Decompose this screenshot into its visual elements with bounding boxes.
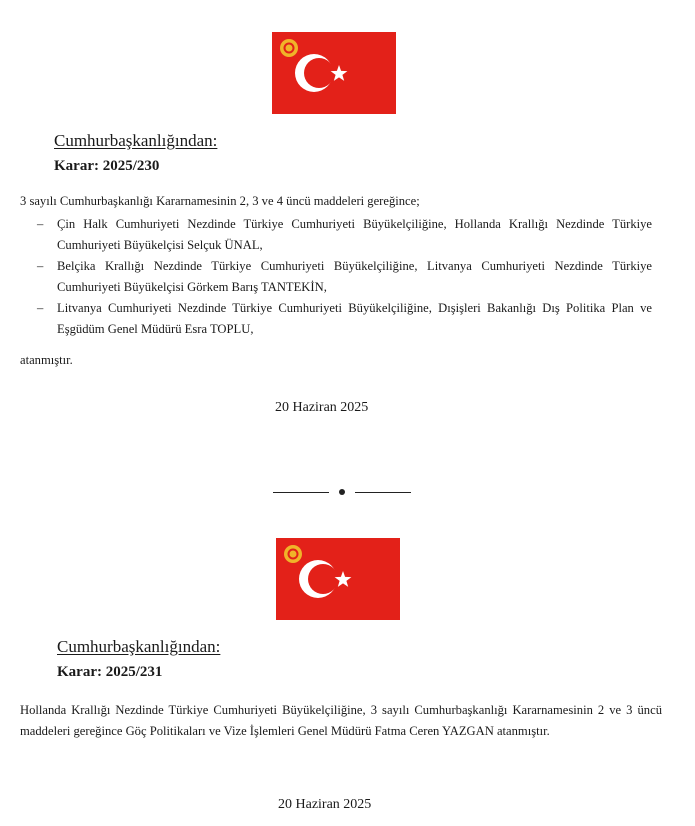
divider-line-right [355, 492, 411, 493]
dash-bullet: – [37, 301, 44, 315]
list-item-text: Belçika Krallığı Nezdinde Türkiye Cumhuriyeti Büyükelçiliğine, Litvanya Cumhuriyeti Nezdinde Türkiye Cumhuriyeti Büyükelçisi Görkem Barış TANTEKİN, [57, 259, 652, 294]
presidential-seal-icon [280, 39, 298, 57]
institution-heading: Cumhurbaşkanlığından: [57, 637, 221, 656]
crescent-inner [308, 564, 338, 594]
turkish-flag-emblem [272, 32, 396, 114]
list-item-text: Çin Halk Cumhuriyeti Nezdinde Türkiye Cumhuriyeti Büyükelçiliğine, Hollanda Krallığı Nezdinde Türkiye Cumhuriyeti Büyükelçisi Selçuk ÜNAL, [57, 217, 652, 252]
list-item-text: Litvanya Cumhuriyeti Nezdinde Türkiye Cumhuriyeti Büyükelçiliğine, Dışişleri Bakanlığı Dış Politika Plan ve Eşgüdüm Genel Müdürü Esra TOPLU, [57, 301, 652, 336]
decision-date: 20 Haziran 2025 [275, 400, 369, 415]
list-item [35, 256, 652, 298]
decision-number: Karar: 2025/230 [54, 158, 160, 174]
decision-body: Hollanda Krallığı Nezdinde Türkiye Cumhuriyeti Büyükelçiliğine, 3 sayılı Cumhurbaşkanlığı Kararnamesinin 2 ve 3 üncü maddeleri gereğince Göç Politikaları ve Vize İşlemleri Genel Müdürü Fatma Ceren YAZGAN atanmıştır. [20, 703, 662, 738]
flag-with-presidential-seal-icon [272, 32, 396, 114]
dash-bullet: – [37, 259, 44, 273]
decision-closing: atanmıştır. [20, 353, 73, 367]
appointment-list [35, 214, 652, 340]
decision-intro: 3 sayılı Cumhurbaşkanlığı Kararnamesinin 2, 3 ve 4 üncü maddeleri gereğince; [20, 194, 420, 208]
list-item [35, 214, 652, 256]
presidential-seal-icon [284, 545, 302, 563]
institution-heading: Cumhurbaşkanlığından: [54, 131, 218, 150]
section-divider [273, 486, 413, 498]
decision-date: 20 Haziran 2025 [278, 797, 372, 812]
turkish-flag-emblem [276, 538, 400, 620]
flag-with-presidential-seal-icon [276, 538, 400, 620]
divider-line-left [273, 492, 329, 493]
dash-bullet: – [37, 217, 44, 231]
divider-dot [339, 489, 345, 495]
list-item [35, 298, 652, 340]
decision-number: Karar: 2025/231 [57, 664, 163, 680]
crescent-inner [304, 58, 334, 88]
